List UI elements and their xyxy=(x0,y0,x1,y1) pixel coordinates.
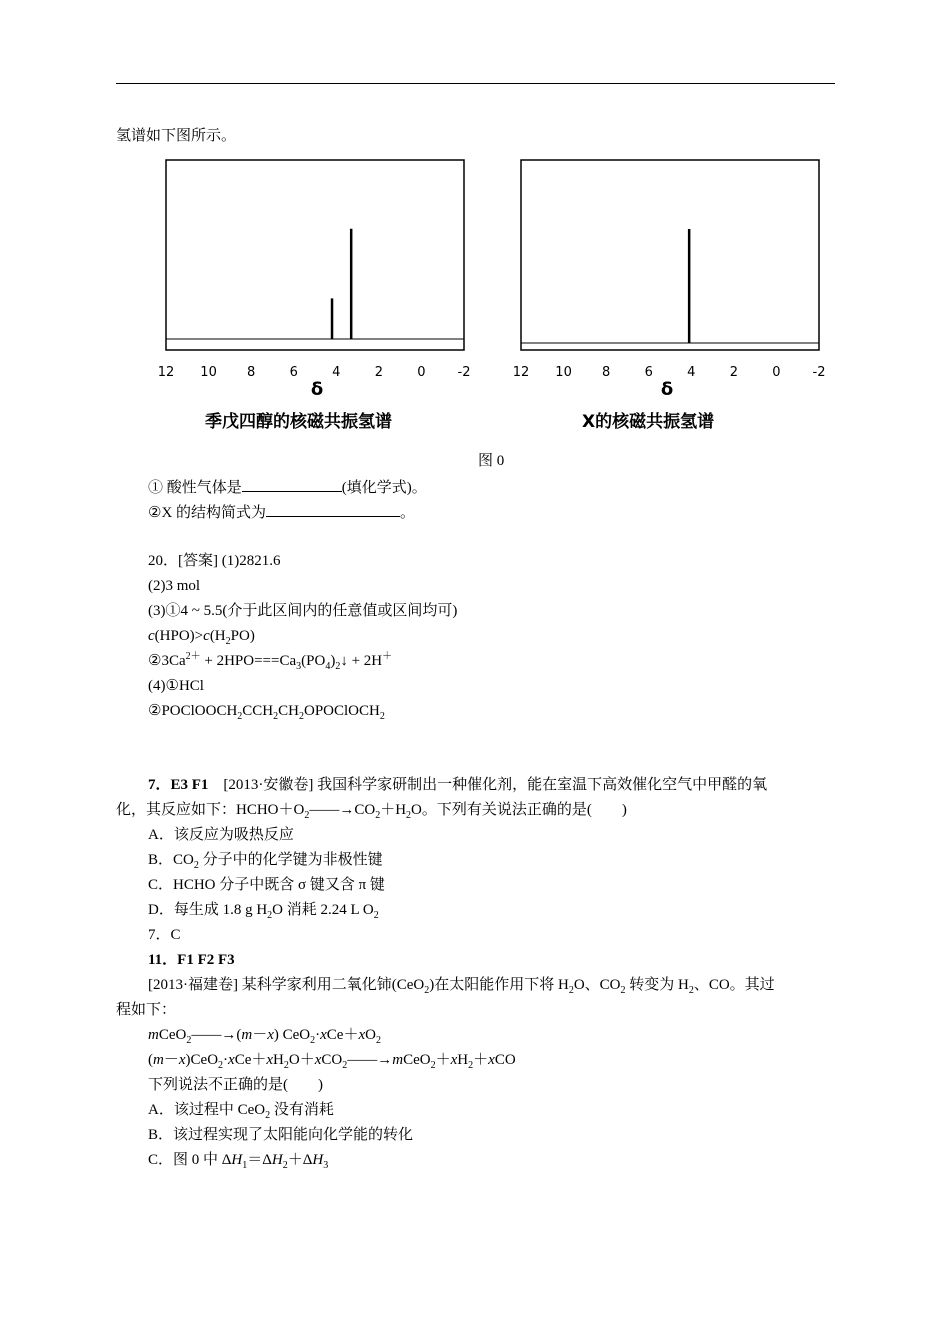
answer20-line7: $②POClOOCH_2CCH_2CH_2OPOClOCH_2$ xyxy=(148,703,385,722)
q7-line1 xyxy=(148,775,767,795)
axis-symbol: δ xyxy=(660,379,674,400)
answer20-line4: $c(HPO)>c(H_2PO)$ xyxy=(148,628,255,647)
tick-label: 6 xyxy=(289,365,298,380)
tick-label: 2 xyxy=(729,365,738,380)
q7-option-b: B．$CO_2$ 分子中的化学键为非极性键 xyxy=(148,852,383,871)
q11-text2: 程如下： xyxy=(116,1002,177,1018)
question-2 xyxy=(148,502,415,523)
answer20-line6: (4)①HCl xyxy=(148,678,204,694)
plot-frame xyxy=(166,160,464,350)
nmr-chart-1 xyxy=(150,155,480,400)
chart-2-caption: X的核磁共振氢谱 xyxy=(582,412,715,432)
tick-label: 8 xyxy=(247,365,256,380)
q11-option-b: B．该过程实现了太阳能向化学能的转化 xyxy=(148,1127,414,1143)
q11-eq2: $(m-x)CeO_2\cdot xCe+xH_2O+xCO_2——\to mCeO_2+xH_2+xCO$ xyxy=(148,1052,516,1071)
q11-option-c: C．图 0 中 $\Delta H_1=\Delta H_2+\Delta H_3$ xyxy=(148,1152,329,1171)
tick-label: -2 xyxy=(812,365,826,380)
question-1 xyxy=(148,477,427,498)
tick-label: 8 xyxy=(602,365,611,380)
answer-blank xyxy=(266,502,400,517)
answer20-line2: (2)3 mol xyxy=(148,578,201,594)
axis-symbol: δ xyxy=(310,379,324,400)
answer20-line5: $②3Ca^{2+}$ + $2HPO===Ca_3(PO_4)_2↓ + 2H^+$ xyxy=(148,651,393,672)
tick-label: 12 xyxy=(512,365,530,380)
q11-text1: [2013·福建卷] 某科学家利用二氧化铈(CeO$_2$)在太阳能作用下将 $H_2O$、$CO_2$ 转变为 $H_2$、CO。其过 xyxy=(148,977,775,996)
q7-option-c: C．HCHO 分子中既含 σ 键又含 π 键 xyxy=(148,877,385,893)
q1-prompt: ① 酸性气体是 xyxy=(148,480,242,496)
answer20-line3: (3)①4 ~ 5.5(介于此区间内的任意值或区间均可) xyxy=(148,603,458,619)
tick-label: 0 xyxy=(772,365,781,380)
q11-tag: 11．F1 F2 F3 xyxy=(148,952,235,968)
q11-stem: 下列说法不正确的是( ) xyxy=(148,1077,323,1093)
q7-text1: [2013·安徽卷] 我国科学家研制出一种催化剂，能在室温下高效催化空气中甲醛的氧 xyxy=(223,777,768,793)
q7-option-a: A．该反应为吸热反应 xyxy=(148,827,294,843)
plot-frame xyxy=(521,160,819,350)
tick-label: 6 xyxy=(644,365,653,380)
tick-label: 4 xyxy=(332,365,341,380)
nmr-chart-2 xyxy=(505,155,835,400)
q2-suffix: 。 xyxy=(400,505,416,521)
figure-caption: 图 0 xyxy=(478,453,505,469)
q7-option-d: D．每生成 1.8 g $H_2O$ 消耗 2.24 L $O_2$ xyxy=(148,902,379,921)
tick-label: 10 xyxy=(555,365,572,380)
tick-label: 12 xyxy=(157,365,175,380)
q7-line2: 化，其反应如下：$HCHO+O_2——\to CO_2+H_2O$。下列有关说法正确的是( ) xyxy=(116,802,627,821)
q1-suffix: (填化学式)。 xyxy=(341,480,427,496)
tick-label: 0 xyxy=(417,365,426,380)
answer20-head: 20．[答案] (1)2821.6 xyxy=(148,553,281,569)
q7-answer: 7．C xyxy=(148,927,181,943)
tick-label: -2 xyxy=(457,365,471,380)
tick-label: 4 xyxy=(687,365,696,380)
tick-label: 10 xyxy=(200,365,217,380)
q7-tag: 7．E3 F1 xyxy=(148,777,209,793)
tick-label: 2 xyxy=(374,365,383,380)
q11-option-a: A．该过程中 CeO$_2$ 没有消耗 xyxy=(148,1102,334,1121)
q2-prompt: ②X 的结构简式为 xyxy=(148,505,267,521)
chart-1-caption: 季戊四醇的核磁共振氢谱 xyxy=(205,412,392,432)
q11-eq1: mCeO$_2$——→(m－x) $CeO_2\cdot xCe+xO_2$ xyxy=(148,1027,381,1046)
header-rule xyxy=(116,83,835,84)
intro-text: 氢谱如下图所示。 xyxy=(116,128,237,144)
answer-blank xyxy=(242,477,342,492)
